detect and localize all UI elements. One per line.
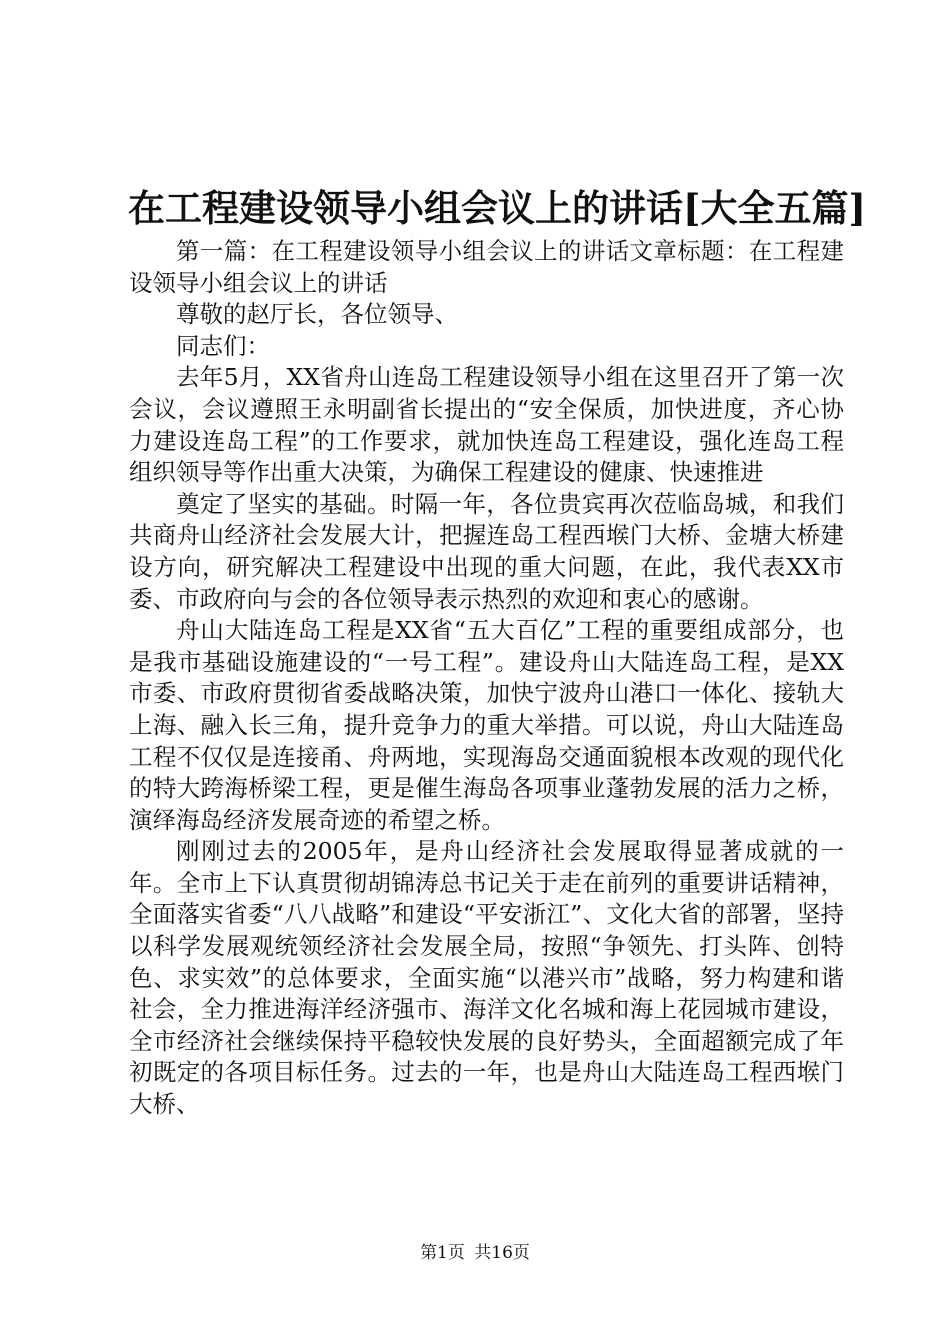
- paragraph: 刚刚过去的2005年，是舟山经济社会发展取得显著成就的一年。全市上下认真贯彻胡锦涛总书记关于走在前列的重要讲话精神，全面落实省委“八八战略”和建设“平安浙江”、文化大省的部署，坚持以科学发展观统领经济社会发展全局，按照“争领先、打头阵、创特色、求实效”的总体要求，全面实施“以港兴市”战略，努力构建和谐社会，全力推进海洋经济强市、海洋文化名城和海上花园城市建设，全市经济社会继续保持平稳较快发展的良好势头，全面超额完成了年初既定的各项目标任务。过去的一年，也是舟山大陆连岛工程西堠门大桥、: [129, 837, 844, 1119]
- page-footer: [0, 1241, 950, 1265]
- paragraph: 奠定了坚实的基础。时隔一年，各位贵宾再次莅临岛城，和我们共商舟山经济社会发展大计，把握连岛工程西堠门大桥、金塘大桥建设方向，研究解决工程建设中出现的重大问题，在此，我代表XX市委、市政府向与会的各位领导表示热烈的欢迎和衷心的感谢。: [129, 489, 844, 613]
- paragraph: 舟山大陆连岛工程是XX省“五大百亿”工程的重要组成部分，也是我市基础设施建设的“一号工程”。建设舟山大陆连岛工程，是XX市委、市政府贯彻省委战略决策，加快宁波舟山港口一体化、接轨大上海、融入长三角，提升竞争力的重大举措。可以说，舟山大陆连岛工程不仅仅是连接甬、舟两地，实现海岛交通面貌根本改观的现代化的特大跨海桥梁工程，更是催生海岛各项事业蓬勃发展的活力之桥，演绎海岛经济发展奇迹的希望之桥。: [129, 616, 844, 834]
- page-total: 共16页: [474, 1243, 530, 1263]
- document-title: 在工程建设领导小组会议上的讲话[大全五篇]: [128, 186, 867, 230]
- paragraph: 同志们：: [176, 331, 270, 360]
- page-number: 第1页: [420, 1243, 465, 1263]
- document-body: [129, 236, 844, 1121]
- paragraph: 去年5月，XX省舟山连岛工程建设领导小组在这里召开了第一次会议，会议遵照王永明副省长提出的“安全保质，加快进度，齐心协力建设连岛工程”的工作要求，就加快连岛工程建设，强化连岛工程组织领导等作出重大决策，为确保工程建设的健康、快速推进: [129, 363, 844, 487]
- paragraph: 尊敬的赵厅长，各位领导、: [176, 300, 458, 329]
- paragraph: 第一篇：在工程建设领导小组会议上的讲话文章标题：在工程建设领导小组会议上的讲话: [129, 237, 844, 297]
